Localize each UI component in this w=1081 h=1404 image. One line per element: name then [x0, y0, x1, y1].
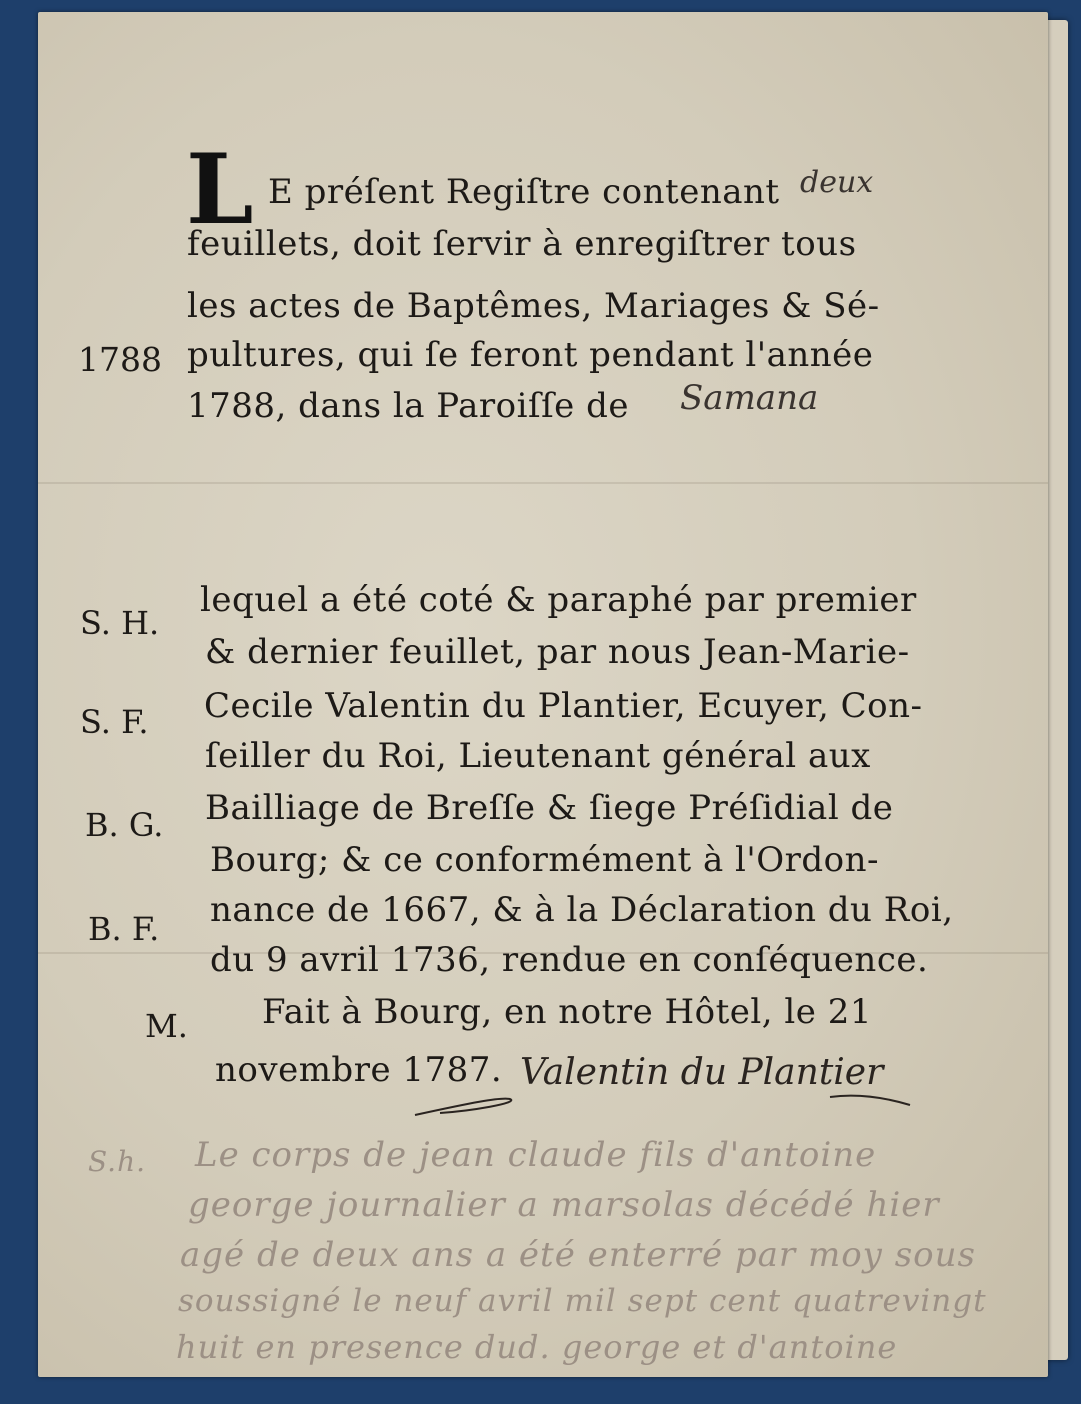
register-line-4: pultures, qui ſe feront pendant l'année: [187, 335, 874, 375]
margin-code-bg: B. G.: [85, 806, 164, 844]
certification-line-10: novembre 1787.: [215, 1050, 503, 1090]
register-line-5: 1788, dans la Paroiſſe de: [187, 386, 629, 426]
burial-line-4: soussigné le neuf avril mil sept cent quatrevingt: [178, 1283, 987, 1319]
certification-line-9: Fait à Bourg, en notre Hôtel, le 21: [262, 992, 872, 1032]
margin-code-sf: S. F.: [80, 703, 149, 741]
certification-line-2: & dernier feuillet, par nous Jean-Marie-: [205, 632, 910, 672]
burial-margin-code: S.h.: [88, 1145, 147, 1178]
handwritten-parish-name: Samana: [680, 378, 819, 418]
handwritten-leaf-count: deux: [800, 165, 874, 200]
margin-year: 1788: [78, 340, 162, 379]
certification-line-8: du 9 avril 1736, rendue en conſéquence.: [210, 940, 929, 980]
certification-line-3: Cecile Valentin du Plantier, Ecuyer, Con-: [204, 686, 923, 726]
signature: Valentin du Plantier: [520, 1052, 884, 1093]
burial-line-5: huit en presence dud. george et d'antoine: [176, 1328, 898, 1366]
burial-line-1: Le corps de jean claude fils d'antoine: [195, 1135, 877, 1175]
register-line-2: feuillets, doit ſervir à enregiſtrer tous: [187, 224, 857, 264]
paper-fold-line: [38, 482, 1048, 484]
margin-code-bf: B. F.: [88, 910, 160, 948]
certification-line-4: ſeiller du Roi, Lieutenant général aux: [205, 736, 871, 776]
register-line-3: les actes de Baptêmes, Mariages & Sé-: [187, 286, 880, 326]
certification-line-5: Bailliage de Breſſe & ſiege Préſidial de: [205, 788, 894, 828]
register-line-1: E préſent Regiſtre contenant: [268, 172, 780, 212]
certification-line-1: lequel a été coté & paraphé par premier: [200, 580, 917, 620]
margin-code-sh: S. H.: [80, 604, 160, 642]
burial-line-3: agé de deux ans a été enterré par moy sous: [180, 1235, 976, 1275]
burial-line-2: george journalier a marsolas décédé hier: [188, 1185, 940, 1225]
decorative-dropcap: L: [186, 133, 254, 246]
certification-line-7: nance de 1667, & à la Déclaration du Roi,: [210, 890, 954, 930]
signature-flourish: [410, 1085, 920, 1125]
certification-line-6: Bourg; & ce conformément à l'Ordon-: [210, 840, 880, 880]
margin-code-m: M.: [145, 1007, 188, 1045]
